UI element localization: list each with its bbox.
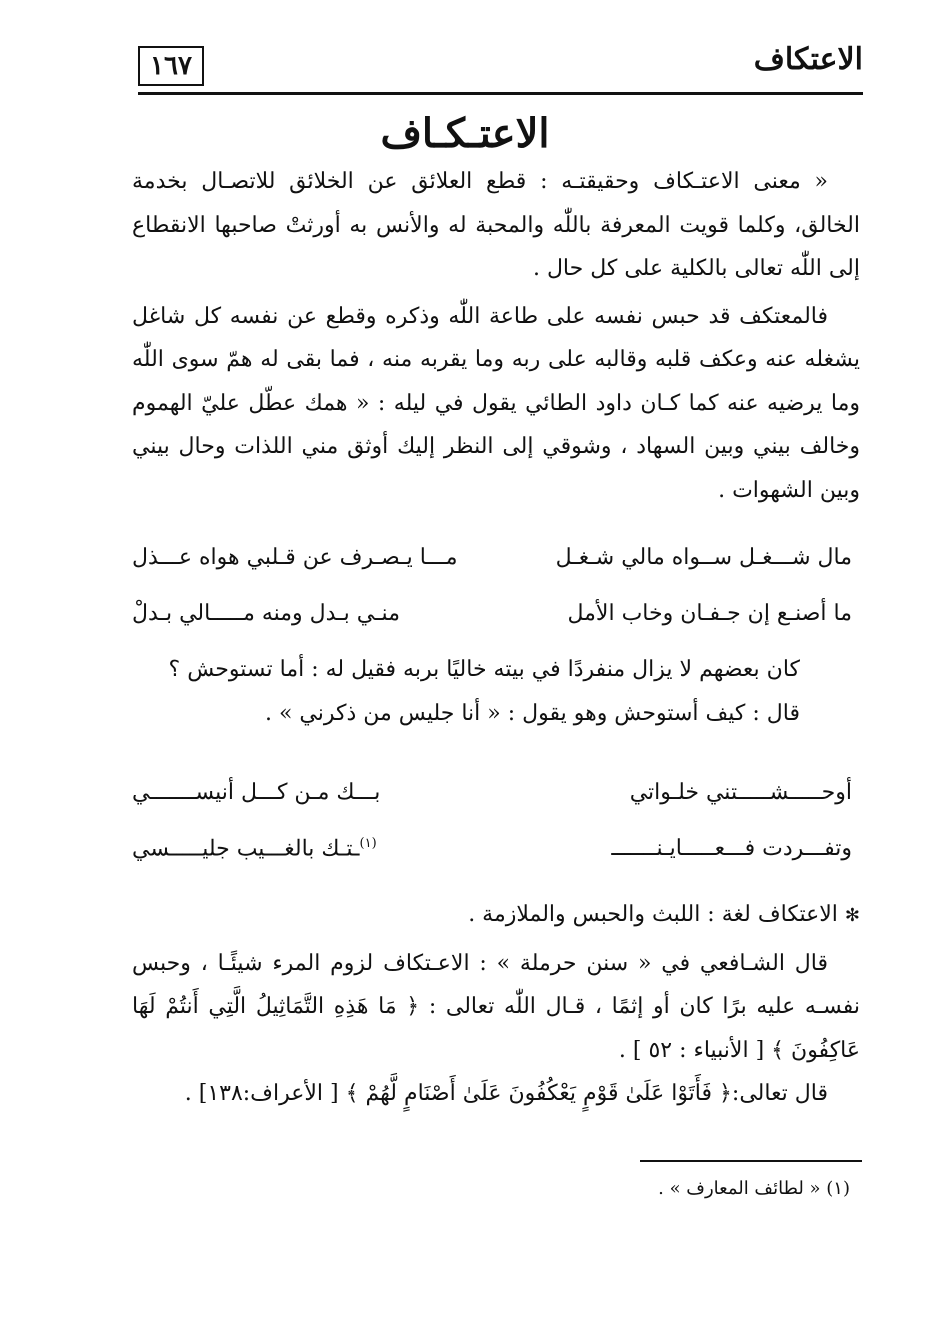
poem-line [132, 780, 860, 836]
chapter-title: الاعتـكـاف [380, 110, 550, 157]
poem-hemistich-text: ـتـك بالغـــيب جليـــــسي [132, 836, 360, 862]
paragraph-definition: « معنى الاعتـكاف وحقيقتـه : قطع العلائق عن الخلائق للاتصـال بخدمة الخالق، وكلما قويت المعرفة باللّٰه والمحبة له والأنس به أورثتْ صاحبها الانقطاع إلى اللّٰه تعالى بالكلية على كل حال . [132, 169, 860, 281]
poem-hemistich: مـــا يـصـرف عن قـلبي هواه عـــذل [132, 545, 458, 570]
poem-hemistich [132, 836, 377, 861]
poem-hemistich: منـي بـدل ومنه مـــــالي بـدلْ [132, 601, 400, 626]
poem-hemistich: بـــك مـن كـــل أنيســـــــي [132, 780, 381, 805]
poem-line [132, 836, 860, 892]
poem-1 [132, 545, 860, 657]
footnote-reference: (١) [359, 836, 377, 851]
paragraph-quote: قال : كيف أستوحش وهو يقول : « أنا جليس من ذكرني » . [264, 700, 800, 726]
page-number: ١٦٧ [138, 46, 204, 86]
poem-hemistich: ما أصنـع إن جـفـان وخاب الأمل [567, 601, 852, 626]
poem-hemistich: مال شـــغـل ســواه مالي شـغـل [555, 545, 852, 570]
poem-hemistich: وتفـــردت فـــعـــــايـنـــــــ [611, 836, 852, 861]
intro-section [132, 160, 860, 512]
asterisk-icon: ✻ [844, 905, 860, 926]
poem-hemistich: أوحـــــشـــــتني خلـواتي [629, 780, 852, 805]
footnote: (١) « لطائف المعارف » . [658, 1178, 850, 1199]
definition-section [132, 893, 860, 1116]
header-rule [138, 92, 863, 95]
page-header [138, 40, 863, 100]
paragraph-shafii: قال الشـافعي في « سنن حرملة » : الاعـتكاف لزوم المرء شيئًـا ، وحبس نفسـه عليه برًا كان أو إثمًا ، قـال اللّٰه تعالى : ﴿ مَا هَذِهِ التَّمَاثِيلُ الَّتِي أَنتُمْ لَهَا عَاكِفُونَ ﴾ [ الأنبياء : ٥٢ ] . [132, 950, 860, 1063]
paragraph-mutakif: فالمعتكف قد حبس نفسه على طاعة اللّٰه وذكره وقطع عن نفسه كل شاغل يشغله عنه وعكف قلبه وقالبه على ربه وما يقربه منه ، فما بقى له همّ سوى اللّٰه وما يرضيه عنه كما كـان داود الطائي يقول في ليله : « همك عطّل عليّ الهموم وخالف بيني وبين السهاد ، وشوقي إلى النظر إليك أوثق مني اللذات وحال بيني وبين الشهوات . [132, 303, 860, 503]
paragraph-anecdote: كان بعضهم لا يزال منفردًا في بيته خاليًا بربه فقيل له : أما تستوحش ؟ [168, 657, 800, 682]
anecdote-section [132, 648, 860, 735]
paragraph-linguistic [132, 893, 860, 938]
poem-2 [132, 780, 860, 892]
running-title: الاعتكاف [753, 42, 863, 77]
footnote-rule [640, 1160, 862, 1162]
linguistic-definition: الاعتكاف لغة : اللبث والحبس والملازمة . [468, 902, 838, 927]
poem-line [132, 545, 860, 601]
paragraph-verse-araf: قال تعالى:﴿ فَأَتَوْا عَلَىٰ قَوْمٍ يَعْكُفُونَ عَلَىٰ أَصْنَامٍ لَّهُمْ ﴾ [ الأعراف:١٣٨] . [184, 1081, 828, 1106]
